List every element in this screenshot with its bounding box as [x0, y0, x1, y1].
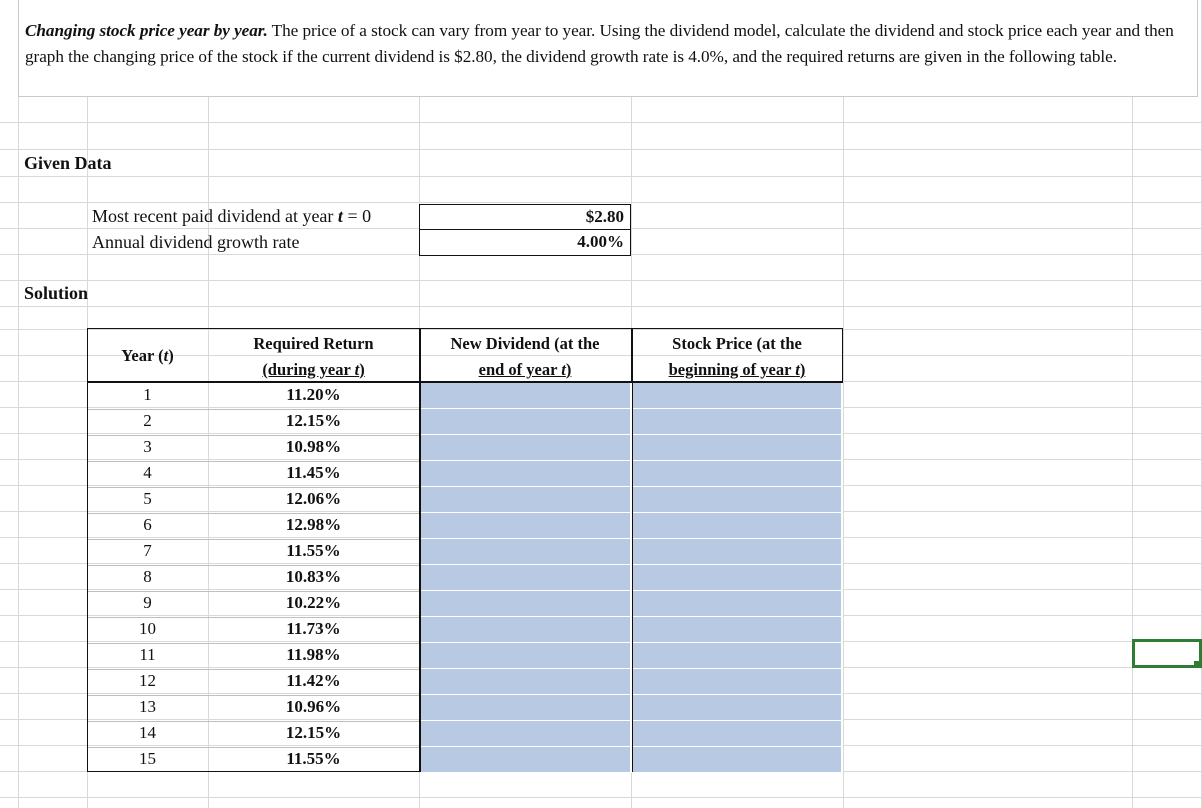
year-cell: 13: [139, 697, 156, 716]
dividend-value: $2.80: [585, 207, 624, 226]
gridline: [0, 149, 1202, 150]
new-dividend-input[interactable]: [421, 435, 632, 461]
stock-price-input[interactable]: [633, 409, 843, 435]
gridline: [0, 176, 1202, 177]
row-line: [88, 435, 419, 436]
dividend-label: [92, 206, 371, 227]
year-cell: 4: [143, 463, 152, 482]
header-return: [208, 330, 419, 384]
required-return-cell: 10.22%: [285, 593, 342, 612]
required-return-cell: 11.55%: [286, 541, 341, 560]
required-return-cell: 12.06%: [285, 489, 342, 508]
header-dividend-line1: New Dividend (at the: [450, 334, 600, 353]
required-return-cell: 10.98%: [285, 437, 342, 456]
year-cell: 15: [139, 749, 156, 768]
required-return-cell: 11.55%: [286, 749, 341, 768]
dividend-label-pre: Most recent paid dividend at year: [92, 206, 338, 226]
row-line: [88, 513, 419, 514]
gridline: [0, 202, 1202, 203]
problem-text: The price of a stock can vary from year to year. Using the dividend model, calculate the dividend and stock price each year and then graph the changing price of the stock if the current dividend is $2.80, the dividend growth rate is 4.0%, and the required returns are given in the following table.: [25, 21, 1174, 66]
dividend-cell[interactable]: [419, 204, 631, 231]
required-return-cell: 11.45%: [286, 463, 341, 482]
required-return-cell: 11.73%: [286, 619, 341, 638]
year-cell: 1: [143, 385, 152, 404]
header-dividend: [419, 330, 631, 384]
header-price-t: t: [795, 360, 800, 379]
header-price: [631, 330, 843, 384]
row-line: [88, 409, 419, 410]
row-line: [88, 565, 419, 566]
fill-handle[interactable]: [1194, 661, 1201, 668]
stock-price-input[interactable]: [633, 539, 843, 565]
stock-price-input[interactable]: [633, 513, 843, 539]
header-dividend-close: ): [565, 360, 572, 379]
header-return-t: t: [354, 360, 360, 379]
header-dividend-line2: end of year: [478, 360, 562, 379]
year-cell: 8: [143, 567, 152, 586]
year-cell: 6: [143, 515, 152, 534]
new-dividend-input[interactable]: [421, 617, 632, 643]
row-line: [88, 487, 419, 488]
year-cell: 14: [139, 723, 156, 742]
new-dividend-input[interactable]: [421, 487, 632, 513]
gridline: [0, 280, 1202, 281]
header-price-line2: beginning of year: [668, 360, 796, 379]
stock-price-input[interactable]: [633, 695, 843, 721]
header-dividend-t: t: [561, 360, 566, 379]
required-return-cell: 12.15%: [285, 411, 342, 430]
required-return-cell: 12.15%: [285, 723, 342, 742]
year-cell: 9: [143, 593, 152, 612]
new-dividend-input[interactable]: [421, 747, 632, 773]
required-return-cell: 11.20%: [286, 385, 341, 404]
dividend-label-post: = 0: [342, 206, 372, 226]
year-cell: 10: [139, 619, 156, 638]
solution-heading: Solution: [24, 283, 89, 303]
row-line: [88, 669, 419, 670]
header-year-t: t: [163, 346, 169, 365]
header-price-line1: Stock Price (at the: [672, 334, 802, 353]
stock-price-input[interactable]: [633, 461, 843, 487]
stock-price-input[interactable]: [633, 383, 843, 409]
new-dividend-input[interactable]: [421, 383, 632, 409]
problem-statement: [18, 0, 1198, 97]
header-price-close: ): [799, 360, 806, 379]
year-cell: 12: [139, 671, 156, 690]
growth-value: 4.00%: [577, 232, 624, 251]
row-line: [88, 461, 419, 462]
header-return-line1: Required Return: [253, 334, 374, 353]
stock-price-input[interactable]: [633, 565, 843, 591]
stock-price-input[interactable]: [633, 643, 843, 669]
stock-price-input[interactable]: [633, 617, 843, 643]
row-line: [88, 643, 419, 644]
header-year-close: ): [168, 346, 174, 365]
stock-price-input[interactable]: [633, 747, 843, 773]
growth-label: Annual dividend growth rate: [92, 232, 300, 252]
stock-price-input[interactable]: [633, 669, 843, 695]
new-dividend-input[interactable]: [421, 643, 632, 669]
row-line: [88, 591, 419, 592]
header-return-close: ): [359, 360, 365, 379]
new-dividend-input[interactable]: [421, 539, 632, 565]
required-return-cell: 11.98%: [286, 645, 341, 664]
new-dividend-input[interactable]: [421, 461, 632, 487]
year-cell: 7: [143, 541, 152, 560]
new-dividend-input[interactable]: [421, 695, 632, 721]
row-line: [88, 539, 419, 540]
selected-cell[interactable]: [1132, 639, 1202, 668]
new-dividend-input[interactable]: [421, 669, 632, 695]
new-dividend-input[interactable]: [421, 513, 632, 539]
header-year-text: Year (: [121, 346, 164, 365]
given-data-heading: Given Data: [24, 153, 112, 173]
row-line: [88, 721, 419, 722]
required-return-cell: 10.96%: [285, 697, 342, 716]
year-cell: 5: [143, 489, 152, 508]
year-cell: 2: [143, 411, 152, 430]
dividend-label-t: t: [337, 206, 343, 226]
required-return-cell: 10.83%: [285, 567, 342, 586]
header-return-line2: (during year: [262, 360, 355, 379]
new-dividend-input[interactable]: [421, 565, 632, 591]
stock-price-input[interactable]: [633, 721, 843, 747]
stock-price-input[interactable]: [633, 435, 843, 461]
year-cell: 3: [143, 437, 152, 456]
gridline: [0, 306, 1202, 307]
new-dividend-input[interactable]: [421, 591, 632, 617]
header-year: [88, 342, 207, 370]
gridline: [0, 797, 1202, 798]
row-line: [88, 617, 419, 618]
stock-price-input[interactable]: [633, 591, 843, 617]
gridline: [0, 122, 1202, 123]
required-return-cell: 12.98%: [285, 515, 342, 534]
new-dividend-input[interactable]: [421, 409, 632, 435]
stock-price-input[interactable]: [633, 487, 843, 513]
new-dividend-input[interactable]: [421, 721, 632, 747]
required-return-cell: 11.42%: [286, 671, 341, 690]
growth-cell[interactable]: [419, 229, 631, 256]
year-cell: 11: [139, 645, 156, 664]
problem-title: Changing stock price year by year.: [25, 21, 268, 40]
row-line: [88, 695, 419, 696]
row-line: [88, 747, 419, 748]
